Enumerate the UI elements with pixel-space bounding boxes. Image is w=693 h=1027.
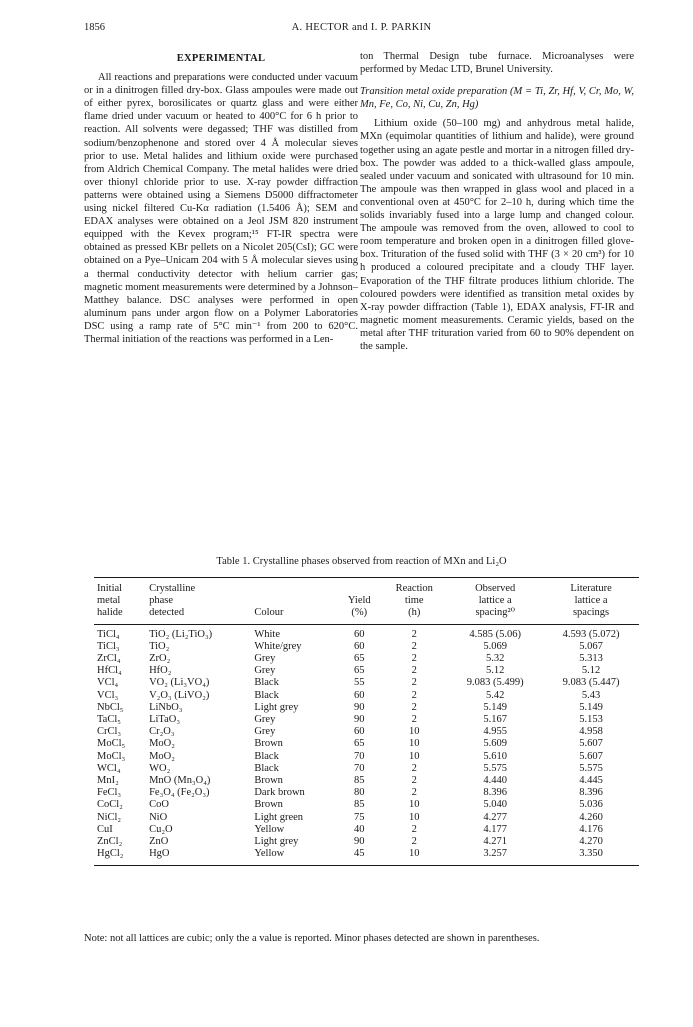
table-cell: 5.609 xyxy=(483,738,507,750)
table-row xyxy=(94,624,639,641)
header-cell: time xyxy=(404,595,424,607)
header-cell: lattice a xyxy=(478,595,512,607)
table-row xyxy=(94,763,639,775)
table-cell: 4.955 xyxy=(483,726,507,738)
table-row xyxy=(94,665,639,677)
table-cell: 5.575 xyxy=(579,762,603,774)
table-cell: 5.040 xyxy=(483,799,507,811)
table-cell: Light grey xyxy=(254,701,299,713)
table-cell: Black xyxy=(254,750,279,762)
table-cell: 5.149 xyxy=(483,701,507,713)
table-cell: 2 xyxy=(411,677,417,689)
header-cell: (%) xyxy=(337,607,381,624)
table-cell: CoCl₂ xyxy=(97,799,123,811)
table-cell: 60 xyxy=(354,640,365,652)
table-cell: 5.610 xyxy=(483,750,507,762)
table-cell: MoCl₅ xyxy=(97,738,126,750)
table-cell: HfO₂ xyxy=(149,665,172,677)
table-cell: 5.067 xyxy=(579,640,603,652)
table-cell: 60 xyxy=(354,628,365,640)
table-row xyxy=(94,787,639,799)
table-cell: NbCl₅ xyxy=(97,701,124,713)
continuation-paragraph: ton Thermal Design tube furnace. Microanalyses were performed by Medac LTD, Brunel University. xyxy=(360,51,634,76)
table-cell: 3.257 xyxy=(447,848,543,866)
table-cell: ZrO₂ xyxy=(149,653,171,665)
table-cell: 90 xyxy=(354,701,365,713)
table-cell: 65 xyxy=(354,738,365,750)
table-cell: 3.350 xyxy=(543,848,639,866)
table-cell: 5.32 xyxy=(486,653,505,665)
header-cell: Initial xyxy=(94,578,146,596)
table-cell: TiO₂ xyxy=(149,640,170,652)
table-cell: TiCl₃ xyxy=(97,640,120,652)
table-cell: TiCl₄ xyxy=(97,628,120,640)
table-cell: MoCl₃ xyxy=(97,750,126,762)
table-row xyxy=(94,738,639,750)
table-cell: HgO xyxy=(146,848,251,866)
table-cell: 4.445 xyxy=(579,775,603,787)
table-cell: 8.396 xyxy=(579,787,603,799)
table-cell: CrCl₃ xyxy=(97,726,122,738)
table-cell: 10 xyxy=(408,726,420,738)
header-cell: metal xyxy=(97,595,121,607)
table-cell: Brown xyxy=(254,738,283,750)
table-cell: Grey xyxy=(254,665,276,677)
table-cell: 10 xyxy=(408,799,420,811)
section-title: EXPERIMENTAL xyxy=(176,53,266,64)
table-cell: Dark brown xyxy=(254,787,305,799)
running-header xyxy=(84,22,639,36)
table-cell: 4.440 xyxy=(483,775,507,787)
table-cell: Cu₂O xyxy=(149,823,173,835)
table-cell: 5.069 xyxy=(483,640,507,652)
header-cell: spacing²⁰ xyxy=(447,607,543,624)
table-note: Note: not all lattices are cubic; only the a value is reported. Minor phases detected are shown in parentheses. xyxy=(84,933,540,944)
table-cell: 4.958 xyxy=(579,726,603,738)
table-cell: 10 xyxy=(381,848,447,866)
header-cell xyxy=(337,578,381,596)
table-row xyxy=(94,848,639,866)
running-authors: A. HECTOR and I. P. PARKIN xyxy=(291,22,432,33)
table-cell: 2 xyxy=(411,628,417,640)
table-row xyxy=(94,653,639,665)
table-row xyxy=(94,812,639,824)
table-cell: Yellow xyxy=(254,823,285,835)
table-row xyxy=(94,690,639,702)
table-cell: 60 xyxy=(354,726,365,738)
table-cell: 5.575 xyxy=(483,762,507,774)
table-cell: HfCl₄ xyxy=(97,665,122,677)
table-cell: NiO xyxy=(149,811,168,823)
table-cell: ZnO xyxy=(149,836,169,848)
table-cell: Grey xyxy=(254,726,276,738)
table-cell: 90 xyxy=(354,836,365,848)
table-cell: 2 xyxy=(411,640,417,652)
table-cell: Fe₃O₄ (Fe₂O₃) xyxy=(149,787,210,799)
table-cell: 2 xyxy=(411,762,417,774)
table-cell: 5.607 xyxy=(579,738,603,750)
table-cell: 5.42 xyxy=(486,689,505,701)
table-cell: Grey xyxy=(254,714,276,726)
subheading: Transition metal oxide preparation (M = Ti, Zr, Hf, V, Cr, Mo, W, Mn, Fe, Co, Ni, Cu, Zn, Hg) xyxy=(360,86,634,111)
table-cell: V₂O₃ (LiVO₂) xyxy=(149,689,210,701)
data-table xyxy=(94,577,639,866)
table-cell: 85 xyxy=(354,799,365,811)
table-cell: 5.12 xyxy=(581,665,601,677)
table-cell: 4.176 xyxy=(579,823,603,835)
table-cell: 4.593 (5.072) xyxy=(562,628,620,640)
table-cell: 2 xyxy=(411,836,417,848)
table-cell: 2 xyxy=(411,689,417,701)
table-cell: 8.396 xyxy=(483,787,507,799)
experimental-paragraph: All reactions and preparations were conducted under vacuum or in a dinitrogen filled dry-box. Glass ampoules were made out of either pyrex, borosilicates or quartz glass and were either flame dried under vacuum or heated to 400°C for 6 h prior to reaction. All solvents were degassed; THF was distilled from sodium/benzophenone and stored over 4 Å molecular sieves prior to use. Metal halides and lithium oxide were purchased from Aldrich Chemical Company. The metal halides were dried over thionyl chloride prior to use. X-ray powder diffraction patterns were obtained using a Siemens D5000 diffractometer using nickel filtered Cu-Kα radiation (1.5406 Å); SEM and EDAX analyses were obtained on a Jeol JSM 820 instrument equipped with the Kevex program;¹⁵ FT-IR spectra were obtained as pressed KBr pellets on a Nicolet 205(CsI); GC were obtained on a Pye–Unicam 204 with 5 Å molecular sieves using a thermal conductivity detector with helium carrier gas; magnetic moment measurements were determined by a Johnson–Matthey balance. DSC analyses were performed in open aluminum pans under argon flow on a Polymer Laboratories DSC using a ramp rate of 5°C min⁻¹ from 200 to 620°C. Thermal initiation of the reactions was performed in a Len- xyxy=(84,72,358,345)
table-row xyxy=(94,641,639,653)
table-cell: 9.083 (5.447) xyxy=(562,677,620,689)
left-column xyxy=(84,50,358,346)
right-column xyxy=(360,50,634,353)
table-cell: 2 xyxy=(411,701,417,713)
table-cell: 4.277 xyxy=(483,811,507,823)
table-row xyxy=(94,751,639,763)
table-cell: 70 xyxy=(354,762,365,774)
table-cell: LiNbO₃ xyxy=(149,701,183,713)
table-cell: Yellow xyxy=(251,848,337,866)
header-cell: phase xyxy=(149,595,174,607)
table-cell: 5.153 xyxy=(579,714,603,726)
table-cell: VCl₄ xyxy=(97,677,119,689)
table-cell: 85 xyxy=(354,775,365,787)
table-cell: WCl₄ xyxy=(97,762,121,774)
page-number: 1856 xyxy=(84,22,105,33)
table-cell: MnO (Mn₃O₄) xyxy=(149,775,211,787)
table-cell: Light grey xyxy=(254,836,299,848)
table-cell: 75 xyxy=(354,811,365,823)
table-cell: Light green xyxy=(254,811,304,823)
table-cell: ZrCl₄ xyxy=(97,653,121,665)
table-cell: 10 xyxy=(408,811,420,823)
table-cell: Cr₂O₃ xyxy=(149,726,175,738)
table-header xyxy=(94,578,639,625)
table-cell: 5.607 xyxy=(579,750,603,762)
table-cell: 5.036 xyxy=(579,799,603,811)
table-cell: Grey xyxy=(254,653,276,665)
table-cell: 4.585 (5.06) xyxy=(469,628,521,640)
table-row xyxy=(94,824,639,836)
header-cell: Colour xyxy=(251,607,337,624)
header-row xyxy=(94,578,639,596)
header-cell: lattice a xyxy=(574,595,608,607)
table-cell: HgCl₂ xyxy=(94,848,146,866)
table-cell: 2 xyxy=(411,714,417,726)
table-cell: 2 xyxy=(411,775,417,787)
table-cell: 4.271 xyxy=(483,836,507,848)
table-cell: Brown xyxy=(254,799,283,811)
table-cell: 60 xyxy=(354,689,365,701)
header-cell: spacings xyxy=(543,607,639,624)
header-cell xyxy=(251,595,337,607)
table-cell: 5.149 xyxy=(579,701,603,713)
table-row xyxy=(94,775,639,787)
table-cell: White/grey xyxy=(254,640,302,652)
table-row xyxy=(94,702,639,714)
table-cell: WO₂ xyxy=(149,762,171,774)
table-body xyxy=(94,624,639,866)
table-row xyxy=(94,677,639,689)
table-cell: MoO₂ xyxy=(149,750,175,762)
table-cell: 4.260 xyxy=(579,811,603,823)
table-cell: Black xyxy=(254,677,279,689)
header-cell: Reaction xyxy=(381,578,447,596)
header-cell: Yield xyxy=(347,595,371,607)
header-cell: Crystalline xyxy=(146,578,251,596)
table-cell: 45 xyxy=(337,848,381,866)
table-cell: VO₂ (Li₃VO₄) xyxy=(149,677,210,689)
table-cell: 5.167 xyxy=(483,714,507,726)
table-cell: 4.270 xyxy=(579,836,603,848)
table-cell: 5.43 xyxy=(581,689,601,701)
header-cell xyxy=(251,578,337,596)
table-title: Table 1. Crystalline phases observed from reaction of MXn and Li₂O xyxy=(216,556,507,567)
table-cell: 5.12 xyxy=(486,665,505,677)
table-cell: CoO xyxy=(149,799,169,811)
table-cell: 5.313 xyxy=(579,653,603,665)
table-cell: 65 xyxy=(354,653,365,665)
header-cell: (h) xyxy=(381,607,447,624)
preparation-paragraph: Lithium oxide (50–100 mg) and anhydrous metal halide, MXn (equimolar quantities of lithium and halide), were ground together using an agate pestle and mortar in a nitrogen filled dry-box. The powder was added to a thick-walled glass ampoule, sealed under vacuum and sonicated with ultrasound for 10 min. The ampoule was then wrapped in glass wool and placed in a conventional oven at 450°C for 2–10 h, during which time the solids invariably fused into a large lump and changed colour. The ampoule was removed from the oven, allowed to cool to room temperature and broken open in a dinitrogen filled glove-box. Trituration of the fused solid with THF (3 × 20 cm³) for 10 h produced a coloured precipitate and a cloudy THF layer. Evaporation of the THF filtrate produces lithium chloride. The coloured powders were identified as transition metal oxides by X-ray powder diffraction (Table 1), EDAX analysis, FT-IR and magnetic moment measurements. Ceramic yields, based on the metal after THF trituration varied from 60 to 90% dependent on the sample. xyxy=(360,118,634,352)
table-cell: Black xyxy=(254,762,279,774)
table-cell: 10 xyxy=(408,738,420,750)
table-cell: 2 xyxy=(411,787,417,799)
header-row xyxy=(94,595,639,607)
table-cell: 2 xyxy=(411,653,417,665)
table-row xyxy=(94,799,639,811)
table-cell: 4.177 xyxy=(483,823,507,835)
table-row xyxy=(94,714,639,726)
header-cell: detected xyxy=(146,607,251,624)
table-cell: White xyxy=(254,628,280,640)
table-cell: Black xyxy=(254,689,279,701)
table-cell: ZnCl₂ xyxy=(97,836,123,848)
table-cell: 80 xyxy=(354,787,365,799)
table-cell: 9.083 (5.499) xyxy=(466,677,524,689)
header-cell: Observed xyxy=(447,578,543,596)
table-cell: MoO₂ xyxy=(149,738,175,750)
header-row xyxy=(94,607,639,624)
table-row xyxy=(94,726,639,738)
table-cell: MnI₂ xyxy=(97,775,119,787)
table-cell: NiCl₂ xyxy=(97,811,122,823)
table-cell: 10 xyxy=(408,750,420,762)
table-cell: TiO₂ (Li₂TiO₃) xyxy=(149,628,213,640)
table-cell: 2 xyxy=(411,665,417,677)
table-row xyxy=(94,836,639,848)
table-cell: VCl₃ xyxy=(97,689,119,701)
table-cell: FeCl₃ xyxy=(97,787,122,799)
table-cell: CuI xyxy=(97,823,113,835)
table-cell: Brown xyxy=(254,775,283,787)
table-cell: 70 xyxy=(354,750,365,762)
table-cell: TaCl₅ xyxy=(97,714,121,726)
table-cell: 2 xyxy=(411,823,417,835)
header-cell: halide xyxy=(94,607,146,624)
table-cell: 40 xyxy=(354,823,365,835)
table-cell: 65 xyxy=(354,665,365,677)
table-cell: LiTaO₃ xyxy=(149,714,181,726)
table-cell: 90 xyxy=(354,714,365,726)
table-cell: 55 xyxy=(354,677,365,689)
header-cell: Literature xyxy=(543,578,639,596)
